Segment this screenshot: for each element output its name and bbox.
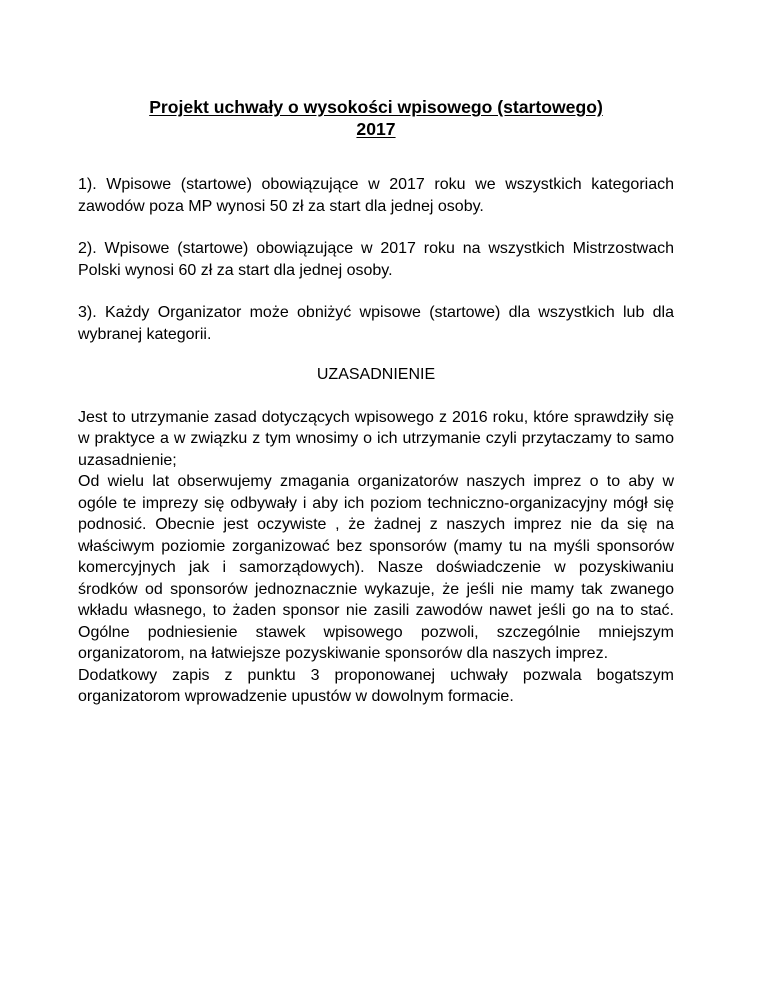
title-line-1: Projekt uchwały o wysokości wpisowego (startowego) [149,97,603,117]
point-2: 2). Wpisowe (startowe) obowiązujące w 2017 roku na wszystkich Mistrzostwach Polski wynosi 60 zł za start dla jednej osoby. [78,240,674,279]
point-3: 3). Każdy Organizator może obniżyć wpisowe (startowe) dla wszystkich lub dla wybranej kategorii. [78,304,674,343]
point-1: 1). Wpisowe (startowe) obowiązujące w 2017 roku we wszystkich kategoriach zawodów poza MP wynosi 50 zł za start dla jednej osoby. [78,176,674,215]
justification-body [78,407,674,708]
title-line-2: 2017 [356,119,396,139]
justification-paragraph-1: Jest to utrzymanie zasad dotyczących wpisowego z 2016 roku, które sprawdziły się w praktyce a w związku z tym wnosimy o ich utrzymanie czyli przytaczamy to samo uzasadnienie; [78,408,674,469]
section-heading: UZASADNIENIE [316,366,436,383]
justification-paragraph-3: Dodatkowy zapis z punktu 3 proponowanej uchwały pozwala bogatszym organizatorom wprowadzenie upustów w dowolnym formacie. [78,666,674,705]
document-title [78,96,674,140]
document-page [78,96,674,708]
justification-paragraph-2: Od wielu lat obserwujemy zmagania organizatorów naszych imprez o to aby w ogóle te imprezy się odbywały i aby ich poziom techniczno-organizacyjny mógł się podnosić. Obecnie jest oczywiste , że żadnej z naszych imprez nie da się na właściwym poziomie zorganizować bez sponsorów (mamy tu na myśli sponsorów komercyjnych jak i samorządowych). Nasze doświadczenie w pozyskiwaniu środków od sponsorów jednoznacznie wykazuje, że jeśli nie mamy tak zwanego wkładu własnego, to żaden sponsor nie zasili zawodów nawet jeśli go na to stać. Ogólne podniesienie stawek wpisowego pozwoli, szczególnie mniejszym organizatorom, na łatwiejsze pozyskiwanie sponsorów dla naszych imprez. [78,473,674,662]
